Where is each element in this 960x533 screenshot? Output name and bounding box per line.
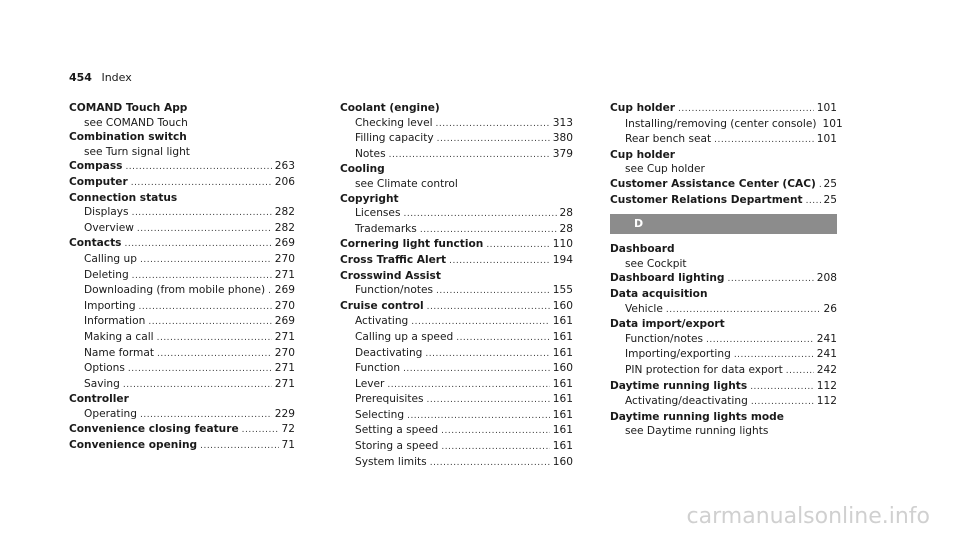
leader-dots xyxy=(437,132,550,147)
leader-dots xyxy=(436,284,550,299)
index-subentry xyxy=(340,408,573,424)
index-entry-title xyxy=(340,269,573,284)
subentry-text: Making a call xyxy=(84,330,154,343)
leader-dots xyxy=(678,102,814,117)
page-reference: 380 xyxy=(552,132,573,145)
entry-title: Customer Relations Department xyxy=(610,193,803,206)
index-subentry xyxy=(610,302,837,318)
subentry-text: Setting a speed xyxy=(355,424,439,437)
page-reference: 229 xyxy=(274,407,295,420)
index-entry-title xyxy=(69,392,295,407)
subentry-text: Notes xyxy=(355,147,386,160)
page-reference: 101 xyxy=(816,133,837,146)
index-subentry xyxy=(340,423,573,439)
leader-dots xyxy=(420,223,557,238)
leader-dots xyxy=(430,456,550,471)
subentry-text: see Cockpit xyxy=(625,257,687,270)
entry-title: Connection status xyxy=(69,191,178,204)
watermark: carmanualsonline.info xyxy=(686,504,930,529)
page-reference: 194 xyxy=(552,253,573,266)
page-reference: 161 xyxy=(552,440,573,453)
page-reference: 161 xyxy=(552,346,573,359)
entry-title: Crosswind Assist xyxy=(340,269,441,282)
leader-dots xyxy=(242,423,279,438)
entry-title: Dashboard xyxy=(610,243,675,256)
page-reference: 282 xyxy=(274,221,295,234)
index-subentry xyxy=(69,346,295,362)
entry-title: Cruise control xyxy=(340,299,424,312)
index-subentry xyxy=(340,455,573,471)
leader-dots xyxy=(407,409,550,424)
subentry-text: see Turn signal light xyxy=(84,145,190,158)
subentry-text: Overview xyxy=(84,221,134,234)
page-reference: 241 xyxy=(816,348,837,361)
leader-dots xyxy=(441,424,550,439)
index-subentry xyxy=(610,162,837,177)
page-reference: 208 xyxy=(816,272,837,285)
subentry-text: Vehicle xyxy=(625,302,663,315)
index-subentry xyxy=(610,394,837,410)
index-entry xyxy=(340,237,573,253)
index-entry-title xyxy=(69,159,295,175)
index-subentry xyxy=(69,221,295,237)
page-reference: 112 xyxy=(816,379,837,392)
index-entry xyxy=(610,317,837,378)
subentry-text: Calling up xyxy=(84,252,137,265)
index-subentry xyxy=(340,147,573,163)
index-entry-title xyxy=(69,191,295,206)
subentry-text: System limits xyxy=(355,455,427,468)
subentry-text: Licenses xyxy=(355,207,401,220)
entry-title: Coolant (engine) xyxy=(340,102,440,114)
leader-dots xyxy=(750,380,814,395)
index-subentry xyxy=(69,299,295,315)
leader-dots xyxy=(436,117,550,132)
leader-dots xyxy=(131,176,272,191)
index-entry-title xyxy=(69,236,295,252)
page-reference: 270 xyxy=(274,346,295,359)
entry-title: Cup holder xyxy=(610,102,676,114)
index-entry xyxy=(340,101,573,162)
subentry-text: Function/notes xyxy=(625,332,704,345)
leader-dots xyxy=(706,333,814,348)
page-reference: 206 xyxy=(274,175,295,188)
leader-dots xyxy=(666,303,821,318)
subentry-text: Function/notes xyxy=(355,284,434,297)
index-entry-title xyxy=(69,175,295,191)
index-subentry xyxy=(340,222,573,238)
leader-dots xyxy=(157,331,272,346)
leader-dots xyxy=(124,237,271,252)
index-subentry xyxy=(69,407,295,423)
index-subentry xyxy=(340,439,573,455)
index-subentry xyxy=(610,424,837,439)
index-entry-title xyxy=(610,410,837,425)
page-reference: 379 xyxy=(552,147,573,160)
subentry-text: see Climate control xyxy=(355,177,458,190)
page-reference: 269 xyxy=(274,315,295,328)
leader-dots xyxy=(403,207,556,222)
leader-dots xyxy=(751,395,814,410)
page-reference: 270 xyxy=(274,299,295,312)
leader-dots xyxy=(819,178,821,193)
subentry-text: Installing/removing (center console) xyxy=(625,117,817,130)
page-number: 454 xyxy=(69,71,92,84)
entry-title: Controller xyxy=(69,393,129,406)
leader-dots xyxy=(148,315,271,330)
leader-dots xyxy=(734,348,814,363)
leader-dots xyxy=(123,378,272,393)
index-column-3 xyxy=(610,101,843,439)
subentry-text: Checking level xyxy=(355,116,433,129)
leader-dots xyxy=(139,300,272,315)
page-reference: 160 xyxy=(552,362,573,375)
entry-title: Data import/export xyxy=(610,318,725,331)
index-entry xyxy=(340,253,573,269)
index-entry xyxy=(610,271,837,287)
page-reference: 155 xyxy=(552,284,573,297)
leader-dots xyxy=(449,254,550,269)
leader-dots xyxy=(125,160,271,175)
subentry-text: Lever xyxy=(355,377,385,390)
page-reference: 160 xyxy=(552,299,573,312)
page-reference: 161 xyxy=(552,393,573,406)
subentry-text: Function xyxy=(355,362,401,375)
leader-dots xyxy=(140,408,272,423)
leader-dots xyxy=(128,362,272,377)
leader-dots xyxy=(403,362,550,377)
page-reference: 71 xyxy=(281,439,295,452)
entry-title: Daytime running lights xyxy=(610,379,748,392)
entry-title: Cross Traffic Alert xyxy=(340,253,447,266)
entry-title: Customer Assistance Center (CAC) xyxy=(610,177,816,190)
entry-title: Contacts xyxy=(69,237,122,250)
page-reference: 26 xyxy=(823,302,837,315)
index-subentry xyxy=(340,116,573,132)
leader-dots xyxy=(132,269,272,284)
page-reference: 241 xyxy=(816,332,837,345)
index-entry-title xyxy=(610,287,837,302)
leader-dots xyxy=(456,331,550,346)
index-entry-title xyxy=(340,101,573,116)
subentry-text: Deleting xyxy=(84,268,129,281)
index-entry xyxy=(69,191,295,237)
index-entry xyxy=(610,379,837,410)
index-entry-title xyxy=(69,101,295,116)
leader-dots xyxy=(786,364,814,379)
index-subentry xyxy=(69,116,295,131)
index-entry-title xyxy=(340,162,573,177)
subentry-text: Saving xyxy=(84,377,120,390)
index-column-1 xyxy=(69,101,295,454)
subentry-text: Operating xyxy=(84,407,137,420)
entry-title: Cup holder xyxy=(610,148,676,161)
section-title: Index xyxy=(101,71,132,84)
entry-title: Cornering light function xyxy=(340,238,484,251)
index-subentry xyxy=(69,283,295,299)
subentry-text: see COMAND Touch xyxy=(84,116,188,129)
page-reference: 112 xyxy=(816,395,837,408)
index-subentry xyxy=(340,177,573,192)
index-subentry xyxy=(340,346,573,362)
page-reference: 161 xyxy=(552,315,573,328)
index-entry xyxy=(610,193,837,209)
page-header xyxy=(69,71,132,85)
index-entry-title xyxy=(610,271,837,287)
subentry-text: Trademarks xyxy=(355,222,417,235)
index-entry xyxy=(340,299,573,471)
index-entry xyxy=(340,192,573,238)
entry-title: Daytime running lights mode xyxy=(610,410,784,423)
entry-title: Combination switch xyxy=(69,131,187,144)
index-entry xyxy=(340,162,573,191)
index-entry-title xyxy=(340,253,573,269)
index-subentry xyxy=(610,257,837,272)
page-reference: 160 xyxy=(552,455,573,468)
index-subentry xyxy=(610,117,843,133)
entry-title: Convenience closing feature xyxy=(69,423,239,436)
index-entry xyxy=(69,101,295,130)
index-entry xyxy=(610,148,837,177)
index-entry xyxy=(610,101,843,148)
leader-dots xyxy=(714,133,814,148)
page-reference: 28 xyxy=(559,207,573,220)
index-entry-title xyxy=(610,379,837,395)
index-subentry xyxy=(340,314,573,330)
leader-dots xyxy=(411,315,549,330)
index-subentry xyxy=(610,363,837,379)
page-reference: 101 xyxy=(816,102,837,114)
page-reference: 269 xyxy=(274,237,295,250)
page-reference: 271 xyxy=(274,362,295,375)
subentry-text: Storing a speed xyxy=(355,440,439,453)
subentry-text: Importing/exporting xyxy=(625,348,731,361)
index-entry-title xyxy=(610,242,837,257)
index-subentry xyxy=(69,377,295,393)
index-subentry xyxy=(340,330,573,346)
index-subentry xyxy=(340,206,573,222)
leader-dots xyxy=(157,347,272,362)
page-reference: 242 xyxy=(816,363,837,376)
index-entry xyxy=(610,287,837,317)
index-entry xyxy=(340,269,573,299)
leader-dots xyxy=(387,378,549,393)
leader-dots xyxy=(441,440,549,455)
index-subentry xyxy=(340,392,573,408)
entry-title: Copyright xyxy=(340,192,399,205)
index-subentry xyxy=(340,361,573,377)
index-subentry xyxy=(69,205,295,221)
index-entry xyxy=(69,175,295,191)
leader-dots xyxy=(389,148,550,163)
subentry-text: Rear bench seat xyxy=(625,133,712,146)
index-subentry xyxy=(340,283,573,299)
index-entry xyxy=(69,159,295,175)
subentry-text: Deactivating xyxy=(355,346,423,359)
entry-title: Dashboard lighting xyxy=(610,272,725,285)
index-entry-title xyxy=(610,101,837,117)
subentry-text: Activating xyxy=(355,315,409,328)
leader-dots xyxy=(425,347,549,362)
entry-title: Cooling xyxy=(340,163,385,176)
index-entry-title xyxy=(69,422,295,438)
index-subentry xyxy=(69,361,295,377)
leader-dots xyxy=(728,272,814,287)
page-reference: 161 xyxy=(552,408,573,421)
page-reference: 25 xyxy=(823,193,837,206)
page-reference: 313 xyxy=(552,116,573,129)
subentry-text: Calling up a speed xyxy=(355,330,454,343)
page-reference: 263 xyxy=(274,160,295,173)
page-reference: 72 xyxy=(281,423,295,436)
index-subentry xyxy=(610,332,837,348)
index-entry xyxy=(69,130,295,159)
page-reference: 269 xyxy=(274,284,295,297)
index-subentry xyxy=(610,347,837,363)
index-entry xyxy=(610,410,837,439)
subentry-text: Name format xyxy=(84,346,154,359)
page-reference: 282 xyxy=(274,206,295,219)
entry-title: Computer xyxy=(69,175,128,188)
page-reference: 161 xyxy=(552,377,573,390)
index-entry-title xyxy=(610,148,837,163)
index-entry xyxy=(69,236,295,392)
index-subentry xyxy=(340,377,573,393)
index-subentry xyxy=(340,131,573,147)
index-entry xyxy=(610,177,837,193)
index-subentry xyxy=(69,252,295,268)
index-entry-title xyxy=(340,192,573,207)
page-reference: 270 xyxy=(274,252,295,265)
page-reference: 110 xyxy=(552,238,573,251)
index-entry xyxy=(610,242,837,271)
subentry-text: Information xyxy=(84,315,146,328)
page-reference: 161 xyxy=(552,424,573,437)
page-reference: 271 xyxy=(274,330,295,343)
page-reference: 25 xyxy=(823,177,837,190)
leader-dots xyxy=(137,222,272,237)
entry-title: Convenience opening xyxy=(69,439,198,452)
index-entry-title xyxy=(610,317,837,332)
leader-dots xyxy=(268,284,272,299)
subentry-text: see Daytime running lights xyxy=(625,425,769,438)
index-entry-title xyxy=(610,177,837,193)
leader-dots xyxy=(427,300,550,315)
leader-dots xyxy=(200,439,278,454)
leader-dots xyxy=(806,194,821,209)
subentry-text: Downloading (from mobile phone) xyxy=(84,284,266,297)
subentry-text: Importing xyxy=(84,299,136,312)
page-reference: 271 xyxy=(274,268,295,281)
index-subentry xyxy=(610,132,837,148)
subentry-text: Filling capacity xyxy=(355,132,434,145)
page-reference: 28 xyxy=(559,222,573,235)
entry-title: Data acquisition xyxy=(610,287,708,300)
leader-dots xyxy=(427,393,550,408)
subentry-text: PIN protection for data export xyxy=(625,363,783,376)
leader-dots xyxy=(486,238,549,253)
index-subentry xyxy=(69,145,295,160)
subentry-text: see Cup holder xyxy=(625,163,705,176)
index-entry-title xyxy=(340,237,573,253)
entry-title: COMAND Touch App xyxy=(69,102,188,114)
index-entry-title xyxy=(69,130,295,145)
index-subentry xyxy=(69,330,295,346)
index-column-2 xyxy=(340,101,573,470)
index-subentry xyxy=(69,268,295,284)
leader-dots xyxy=(140,253,272,268)
page-reference: 271 xyxy=(274,377,295,390)
subentry-text: Options xyxy=(84,362,125,375)
index-subentry xyxy=(69,314,295,330)
index-entry-title xyxy=(69,438,295,454)
subentry-text: Displays xyxy=(84,206,129,219)
leader-dots xyxy=(132,206,272,221)
index-entry xyxy=(69,438,295,454)
subentry-text: Selecting xyxy=(355,408,405,421)
page-reference: 101 xyxy=(822,117,843,130)
index-entry xyxy=(69,392,295,422)
letter-section-header: D xyxy=(610,214,837,234)
subentry-text: Prerequisites xyxy=(355,393,424,406)
entry-title: Compass xyxy=(69,160,123,173)
index-entry xyxy=(69,422,295,438)
page-reference: 161 xyxy=(552,330,573,343)
index-entry-title xyxy=(610,193,837,209)
subentry-text: Activating/deactivating xyxy=(625,395,748,408)
index-entry-title xyxy=(340,299,573,315)
